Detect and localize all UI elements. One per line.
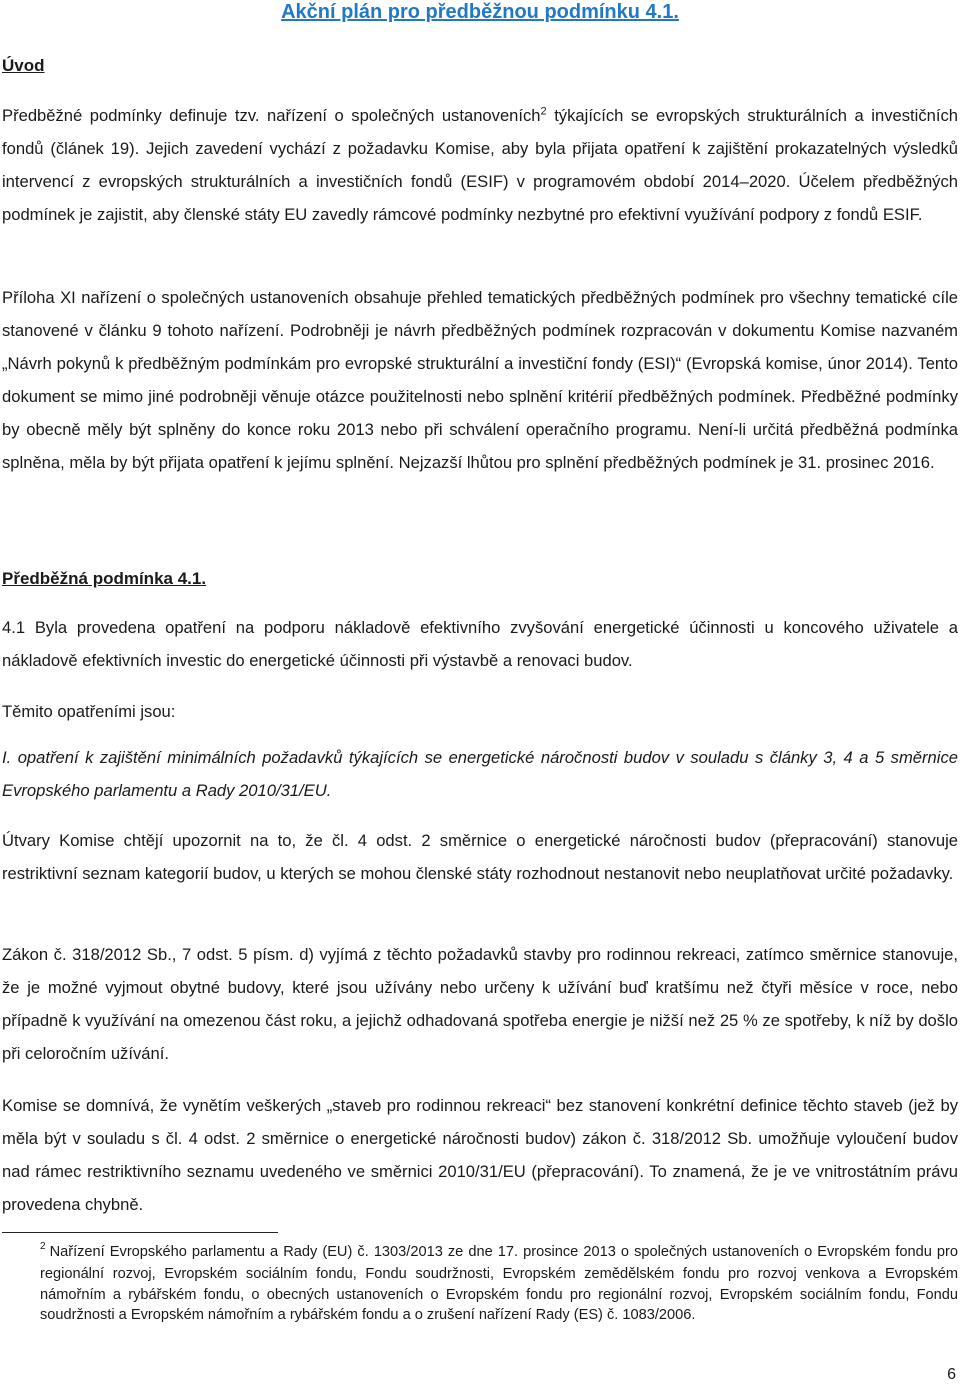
condition-paragraph-2: Těmito opatřeními jsou: [2,702,176,721]
footnote-reference: 2 [540,105,547,118]
condition-paragraph-3: I. opatření k zajištění minimálních požadavků týkajících se energetické náročnosti budov v souladu s články 3, 4 a 5 směrnice Evropského parlamentu a Rady 2010/31/EU. [2,748,958,800]
page-title: Akční plán pro předběžnou podmínku 4.1. [281,1,679,23]
intro-paragraph-1-text-a: Předběžné podmínky definuje tzv. nařízení o společných ustanoveních [2,106,541,125]
footnote-separator [2,1232,278,1233]
footnote [40,1242,958,1326]
section-heading-condition: Předběžná podmínka 4.1. [2,569,207,588]
condition-paragraph-4: Útvary Komise chtějí upozornit na to, že čl. 4 odst. 2 směrnice o energetické náročnosti budov (přepracování) stanovuje restriktivní seznam kategorií budov, u kterých se mohou členské státy rozhodnout nestanovit nebo neuplatňovat určité požadavky. [2,831,958,883]
condition-paragraph-1: 4.1 Byla provedena opatření na podporu nákladově efektivního zvyšování energetické účinnosti u koncového uživatele a nákladově efektivních investic do energetické účinnosti při výstavbě a renovaci budov. [2,618,958,670]
condition-paragraph-5: Zákon č. 318/2012 Sb., 7 odst. 5 písm. d) vyjímá z těchto požadavků stavby pro rodinnou rekreaci, zatímco směrnice stanovuje, že je možné vyjmout obytné budovy, které jsou užívány nebo určeny k užívání buď kratšímu než čtyři měsíce v roce, nebo případně k využívání na omezenou část roku, a jejichž odhadovaná spotřeba energie je nižší než 25 % ze spotřeby, k níž by došlo při celoročním užívání. [2,945,958,1063]
condition-paragraph-6: Komise se domnívá, že vynětím veškerých „staveb pro rodinnou rekreaci“ bez stanovení konkrétní definice těchto staveb (jež by měla být v souladu s čl. 4 odst. 2 směrnice o energetické náročnosti budov) zákon č. 318/2012 Sb. umožňuje vyloučení budov nad rámec restriktivního seznamu uvedeného ve směrnici 2010/31/EU (přepracování). To znamená, že je ve vnitrostátním právu provedena chybně. [2,1096,958,1214]
section-heading-intro: Úvod [2,56,45,75]
intro-paragraph-1 [2,99,958,231]
footnote-text: Nařízení Evropského parlamentu a Rady (EU) č. 1303/2013 ze dne 17. prosince 2013 o společných ustanoveních o Evropském fondu pro regionální rozvoj, Evropském sociálním fondu, Fondu soudržnosti, Evropském zemědělském fondu pro rozvoj venkova a Evropském námořním a rybářském fondu, o obecných ustanoveních o Evropském fondu pro regionální rozvoj, Evropském sociálním fondu, Fondu soudržnosti a Evropském námořním a rybářském fondu a o zrušení nařízení Rady (ES) č. 1083/2006. [40,1244,958,1324]
intro-paragraph-2: Příloha XI nařízení o společných ustanoveních obsahuje přehled tematických předběžných podmínek pro všechny tematické cíle stanovené v článku 9 tohoto nařízení. Podrobněji je návrh předběžných podmínek rozpracován v dokumentu Komise nazvaném „Návrh pokynů k předběžným podmínkám pro evropské strukturální a investiční fondy (ESI)“ (Evropská komise, únor 2014). Tento dokument se mimo jiné podrobněji věnuje otázce použitelnosti nebo splnění kritérií předběžných podmínek. Předběžné podmínky by obecně měly být splněny do konce roku 2013 nebo při schválení operačního programu. Není-li určitá předběžná podmínka splněna, měla by být přijata opatření k jejímu splnění. Nejzazší lhůtou pro splnění předběžných podmínek je 31. prosinec 2016. [2,288,958,472]
page-number: 6 [947,1366,956,1383]
intro-paragraph-1-text-b: týkajících se evropských strukturálních a investičních fondů (článek 19). Jejich zavedení vychází z požadavku Komise, aby byla přijata opatření k zajištění prokazatelných výsledků intervencí z evropských strukturálních a investičních fondů (ESIF) v programovém období 2014–2020. Účelem předběžných podmínek je zajistit, aby členské státy EU zavedly rámcové podmínky nezbytné pro efektivní využívání podpory z fondů ESIF. [2,106,958,224]
footnote-mark: 2 [40,1241,46,1252]
